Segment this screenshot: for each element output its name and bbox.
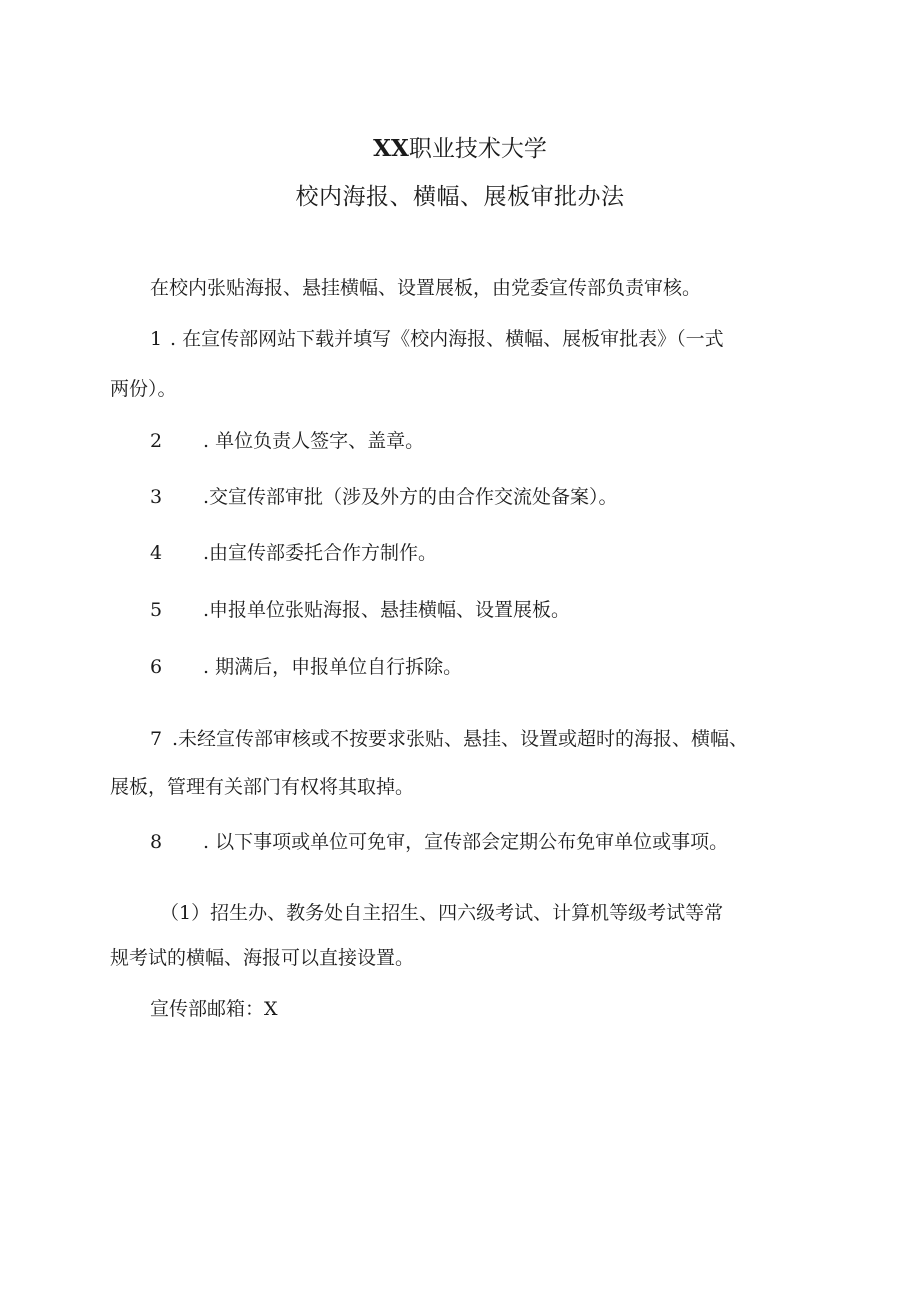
item-4-number: 4 bbox=[150, 542, 163, 564]
item-7-text-line1: .未经宣传部审核或不按要求张贴、悬挂、设置或超时的海报、横幅、 bbox=[172, 728, 749, 750]
item-1-text-line2: 两份）。 bbox=[110, 378, 177, 400]
item-5-number: 5 bbox=[150, 599, 163, 621]
university-name-prefix: XX bbox=[373, 135, 409, 162]
item-7-text-line2: 展板，管理有关部门有权将其取掉。 bbox=[110, 776, 415, 798]
university-name bbox=[0, 130, 920, 163]
item-3-text: .交宣传部审批（涉及外方的由合作交流处备案）。 bbox=[203, 486, 618, 508]
item-7-number: 7 bbox=[150, 728, 163, 750]
item-1-text-line1: . 在宣传部网站下载并填写《校内海报、横幅、展板审批表》（一式 bbox=[170, 328, 724, 350]
item-3-number: 3 bbox=[150, 486, 163, 508]
sub-item-1-line1: （1）招生办、教务处自主招生、四六级考试、计算机等级考试等常 bbox=[160, 902, 724, 924]
sub-item-1-line2: 规考试的横幅、海报可以直接设置。 bbox=[110, 947, 415, 969]
item-4-text: .由宣传部委托合作方制作。 bbox=[203, 542, 438, 564]
item-2-text: . 单位负责人签字、盖章。 bbox=[203, 430, 425, 452]
intro-paragraph: 在校内张贴海报、悬挂横幅、设置展板，由党委宣传部负责审核。 bbox=[150, 277, 702, 299]
document-title: 校内海报、横幅、展板审批办法 bbox=[295, 184, 625, 210]
item-8-number: 8 bbox=[150, 831, 163, 853]
university-name-suffix: 职业技术大学 bbox=[408, 136, 547, 162]
item-1-number: 1 bbox=[150, 328, 163, 350]
item-8-text: . 以下事项或单位可免审，宣传部会定期公布免审单位或事项。 bbox=[203, 831, 729, 853]
publicity-dept-email: 宣传部邮箱：X bbox=[150, 998, 278, 1020]
item-5-text: .申报单位张贴海报、悬挂横幅、设置展板。 bbox=[203, 599, 571, 621]
item-6-text: . 期满后，申报单位自行拆除。 bbox=[203, 656, 463, 678]
item-2-number: 2 bbox=[150, 430, 163, 452]
item-6-number: 6 bbox=[150, 656, 163, 678]
